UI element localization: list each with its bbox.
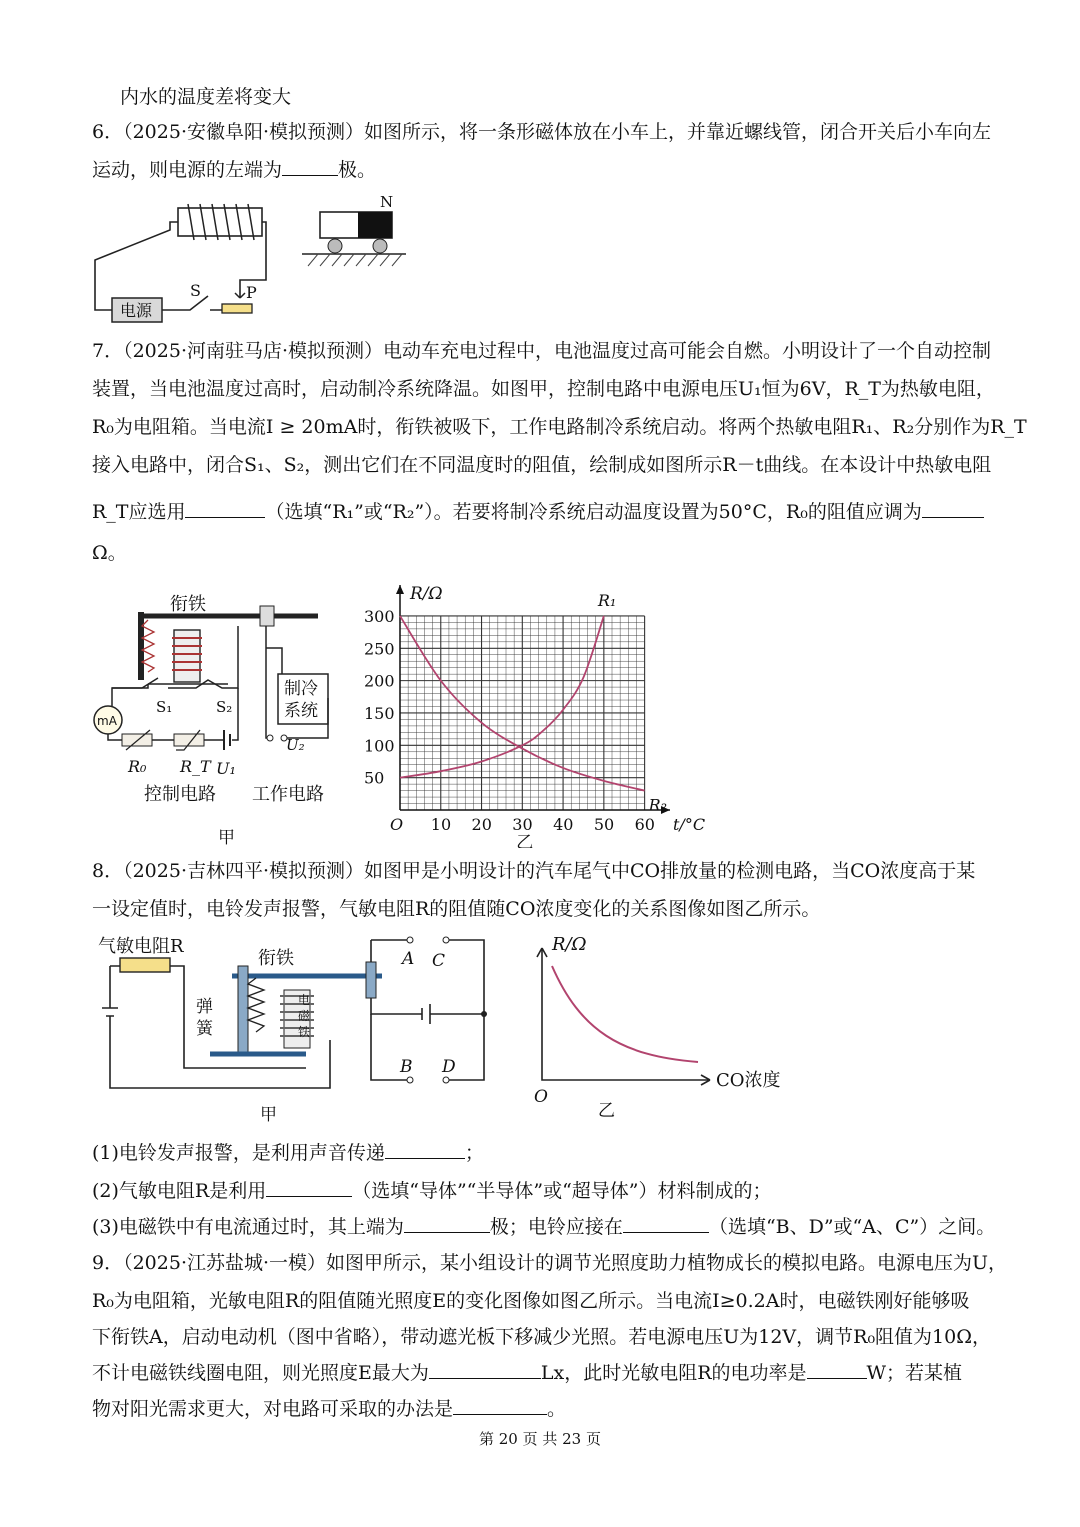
x-tick-label: 50 xyxy=(593,815,615,834)
terminal-d-label: D xyxy=(442,1057,456,1077)
q8-3-blank-2[interactable] xyxy=(623,1214,709,1233)
axis-arrows xyxy=(537,948,710,1085)
y-tick-label: 250 xyxy=(364,639,395,659)
q8-line-2: 一设定值时，电铃发声报警，气敏电阻R的阻值随CO浓度变化的关系图像如图乙所示。 xyxy=(92,898,821,920)
series-label-1: R₁ xyxy=(597,590,617,610)
q9-line-2: R₀为电阻箱，光敏电阻R的阻值随光照度E的变化图像如图乙所示。当电流I≥0.2A时，电磁铁刚好能够吸 xyxy=(92,1290,970,1312)
q6-line-1: 6．（2025·安徽阜阳·模拟预测）如图所示，将一条形磁体放在小车上，并靠近螺线管，闭合开关后小车向左 xyxy=(92,121,992,143)
q9-line-5 xyxy=(92,1396,566,1422)
fig8-r-co-graph xyxy=(520,930,800,1120)
y-tick-label: 100 xyxy=(364,736,395,756)
cart-wheel-left xyxy=(328,239,342,253)
q9-text-c: W；若某植 xyxy=(866,1362,963,1384)
contact-post xyxy=(260,606,274,626)
chart-caption: 乙 xyxy=(516,833,534,848)
spring-8 xyxy=(248,978,264,1032)
q9-line-1: 9．（2025·江苏盐城·一模）如图甲所示，某小组设计的调节光照度助力植物成长的模拟电路。电源电压为U， xyxy=(92,1252,1008,1274)
q7-line-1: 7．（2025·河南驻马店·模拟预测）电动车充电过程中，电池温度过高可能会自燃。小明设计了一个自动控制 xyxy=(92,340,992,362)
rt-label: R_T xyxy=(180,757,211,776)
q9-line-3: 下衔铁A，启动电动机（图中省略），带动遮光板下移减少光照。若电源电压U为12V，调节R₀阻值为10Ω， xyxy=(92,1326,991,1348)
work-circuit-label: 工作电路 xyxy=(252,784,324,805)
x-tick-label: 40 xyxy=(553,815,574,834)
fig6-solenoid-circuit xyxy=(90,190,420,325)
fig7-caption-jia: 甲 xyxy=(218,828,235,848)
slider-rheostat xyxy=(222,304,252,313)
pivot-post xyxy=(238,966,248,1054)
fig8-caption-yi: 乙 xyxy=(598,1101,615,1120)
em-label-2: 磁 xyxy=(298,1009,311,1023)
q8-sub-3 xyxy=(92,1214,995,1240)
q9-text-b: Lx，此时光敏电阻R的电功率是 xyxy=(540,1362,807,1384)
s1-label: S₁ xyxy=(156,698,173,716)
wire-bottom-left xyxy=(108,734,122,740)
control-circuit-label: 控制电路 xyxy=(144,784,216,805)
q7-answer-blank-1[interactable] xyxy=(185,499,265,518)
q9-blank-1[interactable] xyxy=(429,1360,541,1379)
ground-hatch xyxy=(308,254,402,266)
y-tick-label: 200 xyxy=(364,671,395,691)
q6-text-end: 极。 xyxy=(338,159,377,181)
em-label-3: 铁 xyxy=(298,1025,311,1039)
q7-answer-blank-2[interactable] xyxy=(922,499,984,518)
q8-sub-2 xyxy=(92,1178,772,1204)
r0-label: R₀ xyxy=(128,757,147,776)
s2-label: S₂ xyxy=(216,698,233,716)
q8-3-text-b: 极；电铃应接在 xyxy=(489,1216,623,1238)
q8-3-text-a: (3)电磁铁中有电流通过时，其上端为 xyxy=(92,1216,404,1238)
origin-label: O xyxy=(390,815,404,834)
spring-label-1: 弹 xyxy=(196,997,213,1017)
q7-line-3: R₀为电阻箱。当电流I ≥ 20mA时，衔铁被吸下，工作电路制冷系统启动。将两个热敏电阻R₁、R₂分别作为R_T xyxy=(92,416,1027,438)
slider-label: P xyxy=(246,283,257,302)
q6-text: 运动，则电源的左端为 xyxy=(92,159,283,181)
resistance-curve xyxy=(552,966,698,1062)
sensor-label: 气敏电阻R xyxy=(98,936,184,957)
wire-left xyxy=(95,222,178,310)
u2-terminal-a xyxy=(267,735,273,741)
q9-line-4 xyxy=(92,1360,962,1386)
solenoid-coil xyxy=(188,204,254,240)
terminal-d xyxy=(443,1077,449,1083)
q8-2-blank[interactable] xyxy=(266,1178,352,1197)
x-axis-label: t/°C xyxy=(673,815,706,834)
alarm-circuit xyxy=(371,940,484,1024)
x-tick-label: 30 xyxy=(512,815,533,834)
q7-text-a: R_T应选用 xyxy=(92,501,186,523)
terminal-b-label: B xyxy=(400,1057,413,1077)
power-source-label: 电源 xyxy=(120,301,153,320)
q8-2-text: (2)气敏电阻R是利用 xyxy=(92,1180,267,1202)
q9-text-e: 。 xyxy=(547,1398,567,1420)
y-tick-label: 50 xyxy=(364,768,385,788)
battery-u1 xyxy=(224,730,230,750)
xlabel: CO浓度 xyxy=(716,1070,781,1091)
terminal-a xyxy=(407,937,413,943)
magnet-n-label: N xyxy=(380,193,394,211)
gas-sensor-resistor xyxy=(120,958,170,972)
q7-line-2: 装置，当电池温度过高时，启动制冷系统降温。如图甲，控制电路中电源电压U₁恒为6V，R_T为热敏电阻， xyxy=(92,378,995,400)
q7-line-4: 接入电路中，闭合S₁、S₂，测出它们在不同温度时的阻值，绘制成如图所示R－t曲线。在本设计中热敏电阻 xyxy=(92,454,992,476)
q6-line-2 xyxy=(92,157,376,183)
y-axis-label: R/Ω xyxy=(410,584,443,604)
terminal-c-label: C xyxy=(432,951,446,971)
cooling-label-2: 系统 xyxy=(284,701,318,721)
lower-wires xyxy=(371,1014,484,1080)
fig8-detection-circuit xyxy=(92,930,502,1122)
q8-1-blank[interactable] xyxy=(385,1140,465,1159)
page-footer: 第 20 页 共 23 页 xyxy=(478,1430,601,1448)
series-line-1 xyxy=(400,616,604,778)
u2-label: U₂ xyxy=(286,736,305,754)
q9-blank-2[interactable] xyxy=(807,1360,867,1379)
q8-1-text: (1)电铃发声报警，是利用声音传递 xyxy=(92,1142,385,1164)
y-tick-label: 150 xyxy=(364,703,395,723)
terminal-c xyxy=(443,937,449,943)
series-label-2: R₂ xyxy=(648,795,668,815)
fig7-rt-chart xyxy=(360,578,740,848)
y-axis-arrow xyxy=(396,585,404,594)
meter-label: mA xyxy=(97,714,117,728)
cooling-label-1: 制冷 xyxy=(284,679,318,699)
switch-label: S xyxy=(190,281,201,300)
q9-text-d: 物对阳光需求更大，对电路可采取的办法是 xyxy=(92,1398,454,1420)
q7-line-5 xyxy=(92,499,984,525)
q6-answer-blank[interactable] xyxy=(282,157,338,176)
q7-text-b: （选填“R₁”或“R₂”）。若要将制冷系统启动温度设置为50°C，R₀的阻值应调为 xyxy=(265,501,922,523)
fig7-control-circuit xyxy=(88,588,348,850)
origin: O xyxy=(534,1087,548,1107)
q8-line-1: 8．（2025·吉林四平·模拟预测）如图甲是小明设计的汽车尾气中CO排放量的检测电路，当CO浓度高于某 xyxy=(92,860,976,882)
relay-frame xyxy=(138,612,144,680)
q8-sub-1 xyxy=(92,1140,484,1166)
line-q5-tail: 内水的温度差将变大 xyxy=(120,86,292,108)
q8-3-blank-1[interactable] xyxy=(404,1214,490,1233)
x-tick-label: 60 xyxy=(634,815,655,834)
u1-label: U₁ xyxy=(216,759,236,778)
spring-label-2: 簧 xyxy=(196,1019,213,1039)
q9-blank-3[interactable] xyxy=(453,1396,547,1415)
fig8-caption-jia: 甲 xyxy=(260,1105,277,1122)
ylabel: R/Ω xyxy=(552,934,587,955)
em-label-1: 电 xyxy=(298,993,311,1007)
q8-3-text-c: （选填“B、D”或“A、C”）之间。 xyxy=(708,1216,996,1238)
terminal-a-label: A xyxy=(402,949,415,969)
contact-switch xyxy=(366,962,376,998)
x-tick-label: 20 xyxy=(471,815,492,834)
q8-2-end: （选填“导体”“半导体”或“超导体”）材料制成的； xyxy=(352,1180,772,1202)
terminal-b xyxy=(407,1077,413,1083)
q8-1-end: ； xyxy=(464,1142,484,1164)
magnet-n-end xyxy=(358,212,392,238)
q9-text-a: 不计电磁铁线圈电阻，则光照度E最大为 xyxy=(92,1362,429,1384)
cart-wheel-right xyxy=(373,239,387,253)
armature-label: 衔铁 xyxy=(170,594,206,615)
y-tick-label: 300 xyxy=(364,606,395,626)
x-tick-label: 10 xyxy=(430,815,452,834)
armature-label-8: 衔铁 xyxy=(258,948,294,969)
electromagnet xyxy=(172,630,202,682)
q7-line-6: Ω。 xyxy=(92,542,127,564)
